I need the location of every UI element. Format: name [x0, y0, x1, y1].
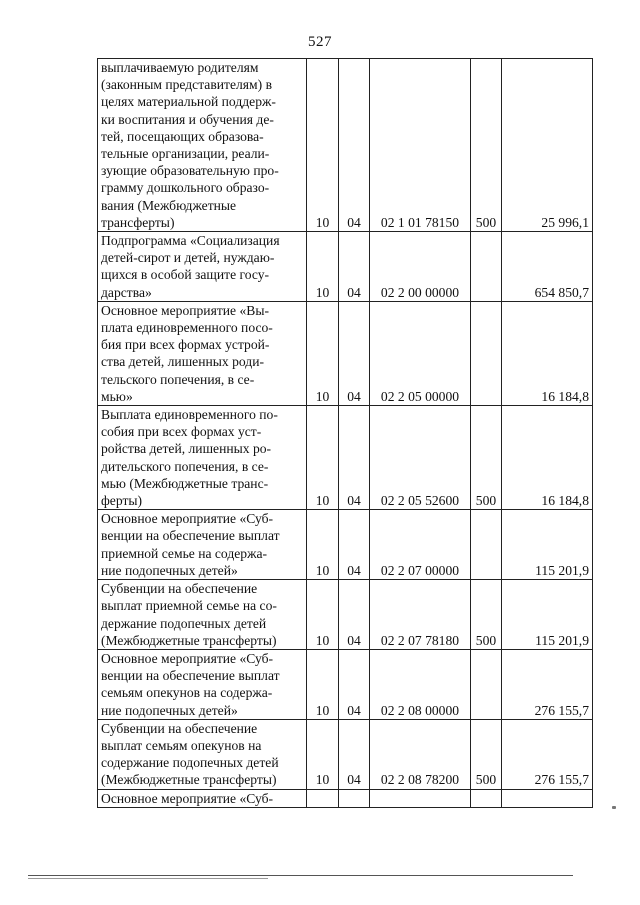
- section-code-value: 10: [315, 702, 330, 718]
- item-name-cell: [98, 59, 307, 232]
- target-article-value: 02 1 01 78150: [380, 214, 460, 230]
- target-article-cell: [370, 719, 471, 789]
- table-row: [98, 510, 593, 580]
- expense-type-cell: [471, 232, 502, 302]
- item-name-cell: [98, 789, 307, 807]
- target-article-value: 02 2 00 00000: [380, 284, 460, 300]
- amount-value: 276 155,7: [534, 772, 589, 788]
- scan-border-line: [28, 875, 573, 876]
- item-name-line: Выплата единовременного по-: [101, 407, 278, 423]
- subsection-code-cell: [339, 510, 370, 580]
- item-name-line: семьям опекунов на содержа-: [101, 685, 273, 701]
- item-name-line: Подпрограмма «Социализация: [101, 233, 280, 249]
- subsection-code-cell: [339, 406, 370, 510]
- scan-border-line-short: [28, 878, 268, 879]
- amount-cell: [502, 789, 593, 807]
- item-name-line: щихся в особой защите госу-: [101, 267, 270, 283]
- item-name-line: грамму дошкольного образо-: [101, 180, 270, 196]
- section-code-cell: [307, 580, 339, 650]
- subsection-code-cell: [339, 59, 370, 232]
- target-article-value: 02 2 08 78200: [380, 772, 460, 788]
- item-name-line: трансферты): [101, 214, 175, 230]
- item-name-cell: [98, 301, 307, 405]
- item-name-line: детей-сирот и детей, нуждаю-: [101, 250, 275, 266]
- target-article-value: 02 2 05 52600: [380, 493, 460, 509]
- section-code-value: 10: [315, 388, 330, 404]
- table-row: [98, 649, 593, 719]
- item-name-line: держание подопечных детей: [101, 615, 267, 631]
- item-name-text: [101, 302, 303, 405]
- section-code-cell: [307, 406, 339, 510]
- amount-cell: [502, 301, 593, 405]
- item-name-line: целях материальной поддерж-: [101, 94, 276, 110]
- section-code-cell: [307, 510, 339, 580]
- table-row: [98, 301, 593, 405]
- amount-value: 115 201,9: [535, 632, 589, 648]
- subsection-code-value: 04: [347, 632, 361, 648]
- item-name-line: (законным представителям) в: [101, 77, 272, 93]
- item-name-line: бия при всех формах устрой-: [101, 337, 270, 353]
- expense-type-cell: [471, 510, 502, 580]
- item-name-line: дительского попечения, в се-: [101, 458, 269, 474]
- item-name-line: вания (Межбюджетные: [101, 197, 237, 213]
- item-name-line: мью»: [101, 388, 133, 404]
- subsection-code-cell: [339, 301, 370, 405]
- item-name-line: Основное мероприятие «Суб-: [101, 511, 274, 527]
- expense-type-value: 500: [475, 214, 497, 230]
- target-article-value: 02 2 07 00000: [380, 562, 460, 578]
- item-name-line: Основное мероприятие «Суб-: [101, 650, 274, 666]
- item-name-text: [101, 510, 303, 579]
- target-article-value: 02 2 05 00000: [380, 388, 460, 404]
- amount-cell: [502, 232, 593, 302]
- expense-type-cell: [471, 580, 502, 650]
- item-name-line: Основное мероприятие «Суб-: [101, 790, 274, 806]
- subsection-code-cell: [339, 649, 370, 719]
- item-name-line: содержание подопечных детей: [101, 755, 279, 771]
- item-name-line: ние подопечных детей»: [101, 562, 238, 578]
- item-name-line: венции на обеспечение выплат: [101, 668, 280, 684]
- section-code-value: 10: [315, 562, 330, 578]
- section-code-cell: [307, 59, 339, 232]
- target-article-cell: [370, 232, 471, 302]
- amount-cell: [502, 580, 593, 650]
- item-name-line: (Межбюджетные трансферты): [101, 772, 277, 788]
- item-name-cell: [98, 719, 307, 789]
- subsection-code-cell: [339, 719, 370, 789]
- item-name-line: тей, посещающих образова-: [101, 128, 264, 144]
- item-name-text: [101, 650, 303, 719]
- amount-value: 16 184,8: [541, 493, 589, 509]
- expense-type-value: 500: [475, 632, 497, 648]
- table-row: [98, 406, 593, 510]
- item-name-line: Основное мероприятие «Вы-: [101, 302, 270, 318]
- item-name-cell: [98, 406, 307, 510]
- subsection-code-value: 04: [347, 562, 361, 578]
- amount-value: 276 155,7: [534, 702, 589, 718]
- item-name-text: [101, 232, 303, 301]
- item-name-cell: [98, 232, 307, 302]
- item-name-cell: [98, 510, 307, 580]
- expense-type-cell: [471, 59, 502, 232]
- target-article-cell: [370, 649, 471, 719]
- item-name-cell: [98, 649, 307, 719]
- amount-cell: [502, 719, 593, 789]
- target-article-cell: [370, 580, 471, 650]
- target-article-cell: [370, 406, 471, 510]
- item-name-text: [101, 720, 303, 789]
- subsection-code-cell: [339, 789, 370, 807]
- subsection-code-value: 04: [347, 772, 361, 788]
- subsection-code-cell: [339, 580, 370, 650]
- amount-cell: [502, 59, 593, 232]
- item-name-line: мью (Межбюджетные транс-: [101, 475, 269, 491]
- table-row: [98, 580, 593, 650]
- item-name-cell: [98, 580, 307, 650]
- target-article-cell: [370, 789, 471, 807]
- item-name-line: Субвенции на обеспечение: [101, 720, 258, 736]
- section-code-cell: [307, 301, 339, 405]
- target-article-value: 02 2 08 00000: [380, 702, 460, 718]
- item-name-line: выплат приемной семье на со-: [101, 598, 277, 614]
- target-article-cell: [370, 59, 471, 232]
- item-name-text: [101, 406, 303, 509]
- amount-value: 25 996,1: [541, 214, 589, 230]
- page-number: 527: [308, 34, 332, 50]
- subsection-code-value: 04: [347, 284, 361, 300]
- amount-cell: [502, 649, 593, 719]
- amount-cell: [502, 510, 593, 580]
- subsection-code-value: 04: [347, 388, 361, 404]
- item-name-line: плата единовременного посо-: [101, 320, 273, 336]
- table-row: [98, 59, 593, 232]
- section-code-value: 10: [315, 284, 330, 300]
- table-row: [98, 789, 593, 807]
- section-code-value: 10: [315, 493, 330, 509]
- expense-type-cell: [471, 789, 502, 807]
- item-name-line: (Межбюджетные трансферты): [101, 632, 277, 648]
- target-article-value: 02 2 07 78180: [380, 632, 460, 648]
- amount-value: 16 184,8: [541, 388, 589, 404]
- expense-type-value: 500: [475, 493, 497, 509]
- item-name-text: [101, 790, 303, 807]
- table-row: [98, 232, 593, 302]
- expense-type-cell: [471, 719, 502, 789]
- item-name-line: ства детей, лишенных роди-: [101, 354, 264, 370]
- item-name-line: венции на обеспечение выплат: [101, 528, 280, 544]
- item-name-line: приемной семье на содержа-: [101, 545, 268, 561]
- scan-edge-mark: [612, 806, 616, 809]
- item-name-line: зующие образовательную про-: [101, 163, 279, 179]
- section-code-value: 10: [315, 632, 330, 648]
- amount-value: 115 201,9: [535, 562, 589, 578]
- subsection-code-value: 04: [347, 214, 361, 230]
- item-name-line: ки воспитания и обучения де-: [101, 111, 274, 127]
- target-article-cell: [370, 301, 471, 405]
- item-name-line: выплат семьям опекунов на: [101, 737, 262, 753]
- section-code-cell: [307, 789, 339, 807]
- amount-cell: [502, 406, 593, 510]
- budget-table-body: [98, 59, 593, 808]
- item-name-line: Субвенции на обеспечение: [101, 581, 258, 597]
- section-code-cell: [307, 232, 339, 302]
- item-name-line: ние подопечных детей»: [101, 702, 238, 718]
- item-name-line: дарства»: [101, 284, 152, 300]
- table-row: [98, 719, 593, 789]
- item-name-line: собия при всех формах уст-: [101, 424, 262, 440]
- item-name-line: выплачиваемую родителям: [101, 60, 259, 75]
- expense-type-cell: [471, 649, 502, 719]
- item-name-line: ферты): [101, 493, 143, 509]
- section-code-cell: [307, 719, 339, 789]
- subsection-code-value: 04: [347, 493, 361, 509]
- section-code-value: 10: [315, 772, 330, 788]
- item-name-line: тельные организации, реали-: [101, 146, 270, 162]
- target-article-cell: [370, 510, 471, 580]
- expense-type-cell: [471, 406, 502, 510]
- item-name-text: [101, 59, 303, 231]
- item-name-text: [101, 580, 303, 649]
- subsection-code-cell: [339, 232, 370, 302]
- amount-value: 654 850,7: [534, 284, 589, 300]
- budget-table: [97, 58, 593, 808]
- expense-type-cell: [471, 301, 502, 405]
- item-name-line: ройства детей, лишенных ро-: [101, 441, 272, 457]
- subsection-code-value: 04: [347, 702, 361, 718]
- section-code-value: 10: [315, 214, 330, 230]
- expense-type-value: 500: [475, 772, 497, 788]
- item-name-line: тельского попечения, в се-: [101, 371, 255, 387]
- section-code-cell: [307, 649, 339, 719]
